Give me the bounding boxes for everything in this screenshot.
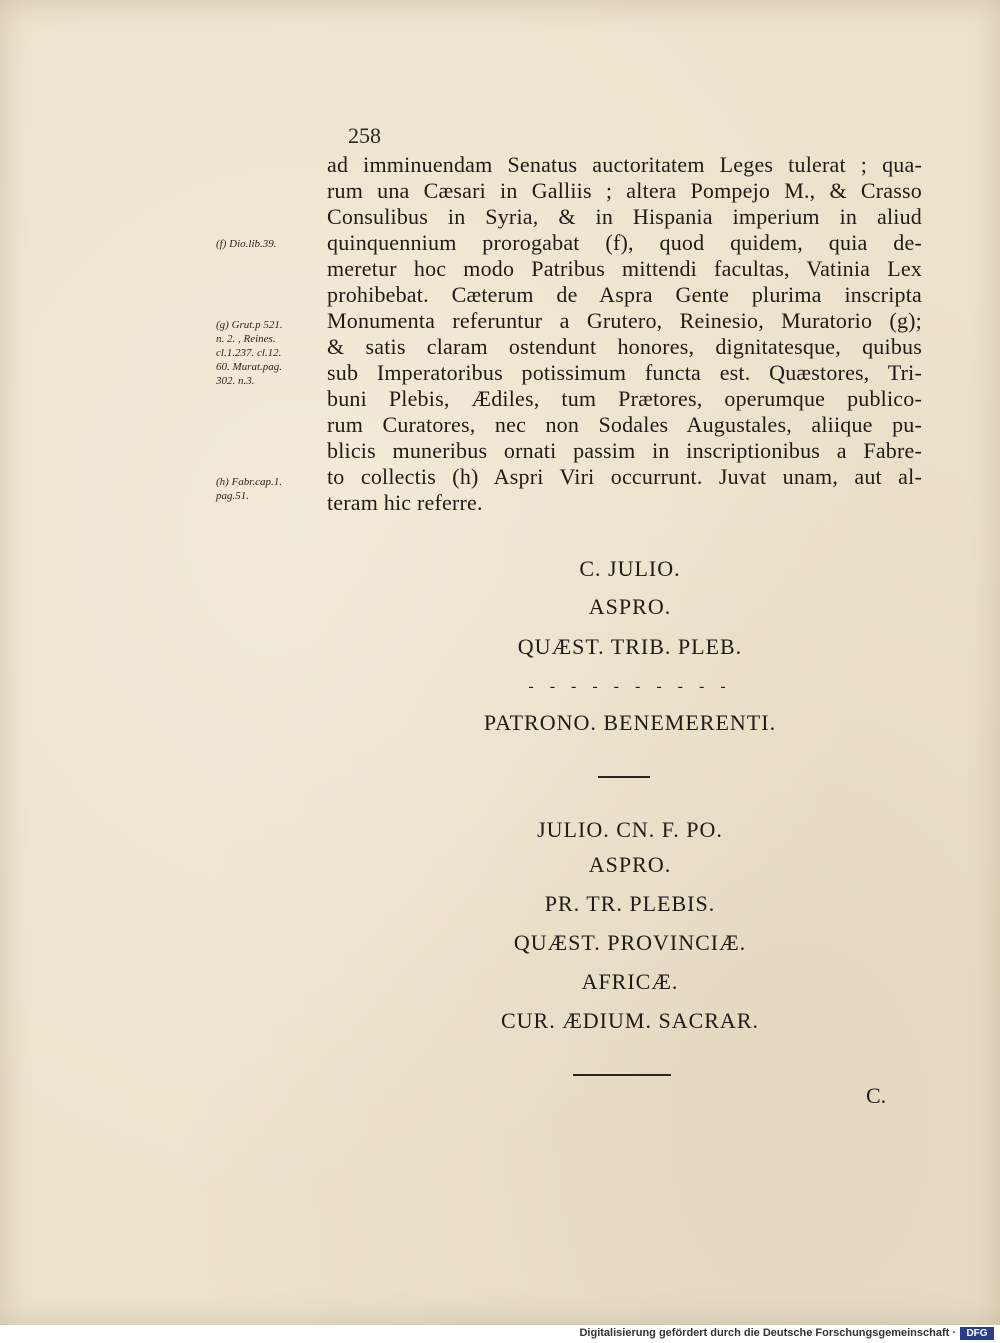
inscription-line: PR. TR. PLEBIS. xyxy=(544,891,716,916)
page-number: 258 xyxy=(348,123,381,148)
footnote-f: (f) Dio.lib.39. xyxy=(216,238,277,250)
body-line: to collectis (h) Aspri Viri occurrunt. Juvat unam, aut al- xyxy=(327,464,922,489)
inscription-line: ASPRO. xyxy=(588,594,672,619)
catchword: C. xyxy=(866,1083,887,1108)
body-line: rum una Cæsari in Galliis ; altera Pompejo M., & Crasso xyxy=(327,178,922,203)
body-text xyxy=(327,152,922,516)
body-line: ad imminuendam Senatus auctoritatem Leges tulerat ; qua- xyxy=(327,152,922,177)
inscription-line: QUÆST. TRIB. PLEB. xyxy=(517,634,743,659)
footnote-g: (g) Grut.p 521. n. 2. , Reines. cl.1.237. cl.12. 60. Murat.pag. 302. n.3. xyxy=(216,319,283,387)
digitization-footer xyxy=(0,1325,1000,1343)
dfg-logo: DFG xyxy=(960,1327,994,1340)
inscription-line: C. JULIO. xyxy=(579,556,681,581)
inscription-line: ASPRO. xyxy=(588,852,672,877)
footnote-h: (h) Fabr.cap.1. pag.51. xyxy=(216,476,282,502)
inscription-gap-dashes: - - - - - - - - - - xyxy=(528,678,732,695)
body-line: buni Plebis, Ædiles, tum Prætores, operumque publico- xyxy=(327,386,922,411)
inscription-line: CUR. ÆDIUM. SACRAR. xyxy=(501,1008,759,1033)
inscription-line: AFRICÆ. xyxy=(581,969,679,994)
body-line: rum Curatores, nec non Sodales Augustales, aliique pu- xyxy=(327,412,922,437)
body-line: prohibebat. Cæterum de Aspra Gente plurima inscripta xyxy=(327,282,922,307)
body-line: sub Imperatoribus potissimum functa est. Quæstores, Tri- xyxy=(327,360,922,385)
body-line: teram hic referre. xyxy=(327,490,483,515)
footer-credit: Digitalisierung gefördert durch die Deutsche Forschungsgemeinschaft · xyxy=(579,1327,956,1339)
end-rule xyxy=(573,1074,671,1076)
inscription-line: JULIO. CN. F. PO. xyxy=(537,817,723,842)
body-line: Monumenta referuntur a Grutero, Reinesio, Muratorio (g); xyxy=(327,308,922,333)
inscription-line: QUÆST. PROVINCIÆ. xyxy=(513,930,747,955)
body-line: blicis muneribus ornati passim in inscriptionibus a Fabre- xyxy=(327,438,922,463)
body-line: Consulibus in Syria, & in Hispania imperium in aliud xyxy=(327,204,922,229)
body-line: & satis claram ostendunt honores, dignitatesque, quibus xyxy=(327,334,922,359)
separator-rule xyxy=(598,776,650,778)
inscription-line: PATRONO. BENEMERENTI. xyxy=(483,710,777,735)
body-line: meretur hoc modo Patribus mittendi facultas, Vatinia Lex xyxy=(327,256,922,281)
body-line: quinquennium prorogabat (f), quod quidem, quia de- xyxy=(327,230,922,255)
